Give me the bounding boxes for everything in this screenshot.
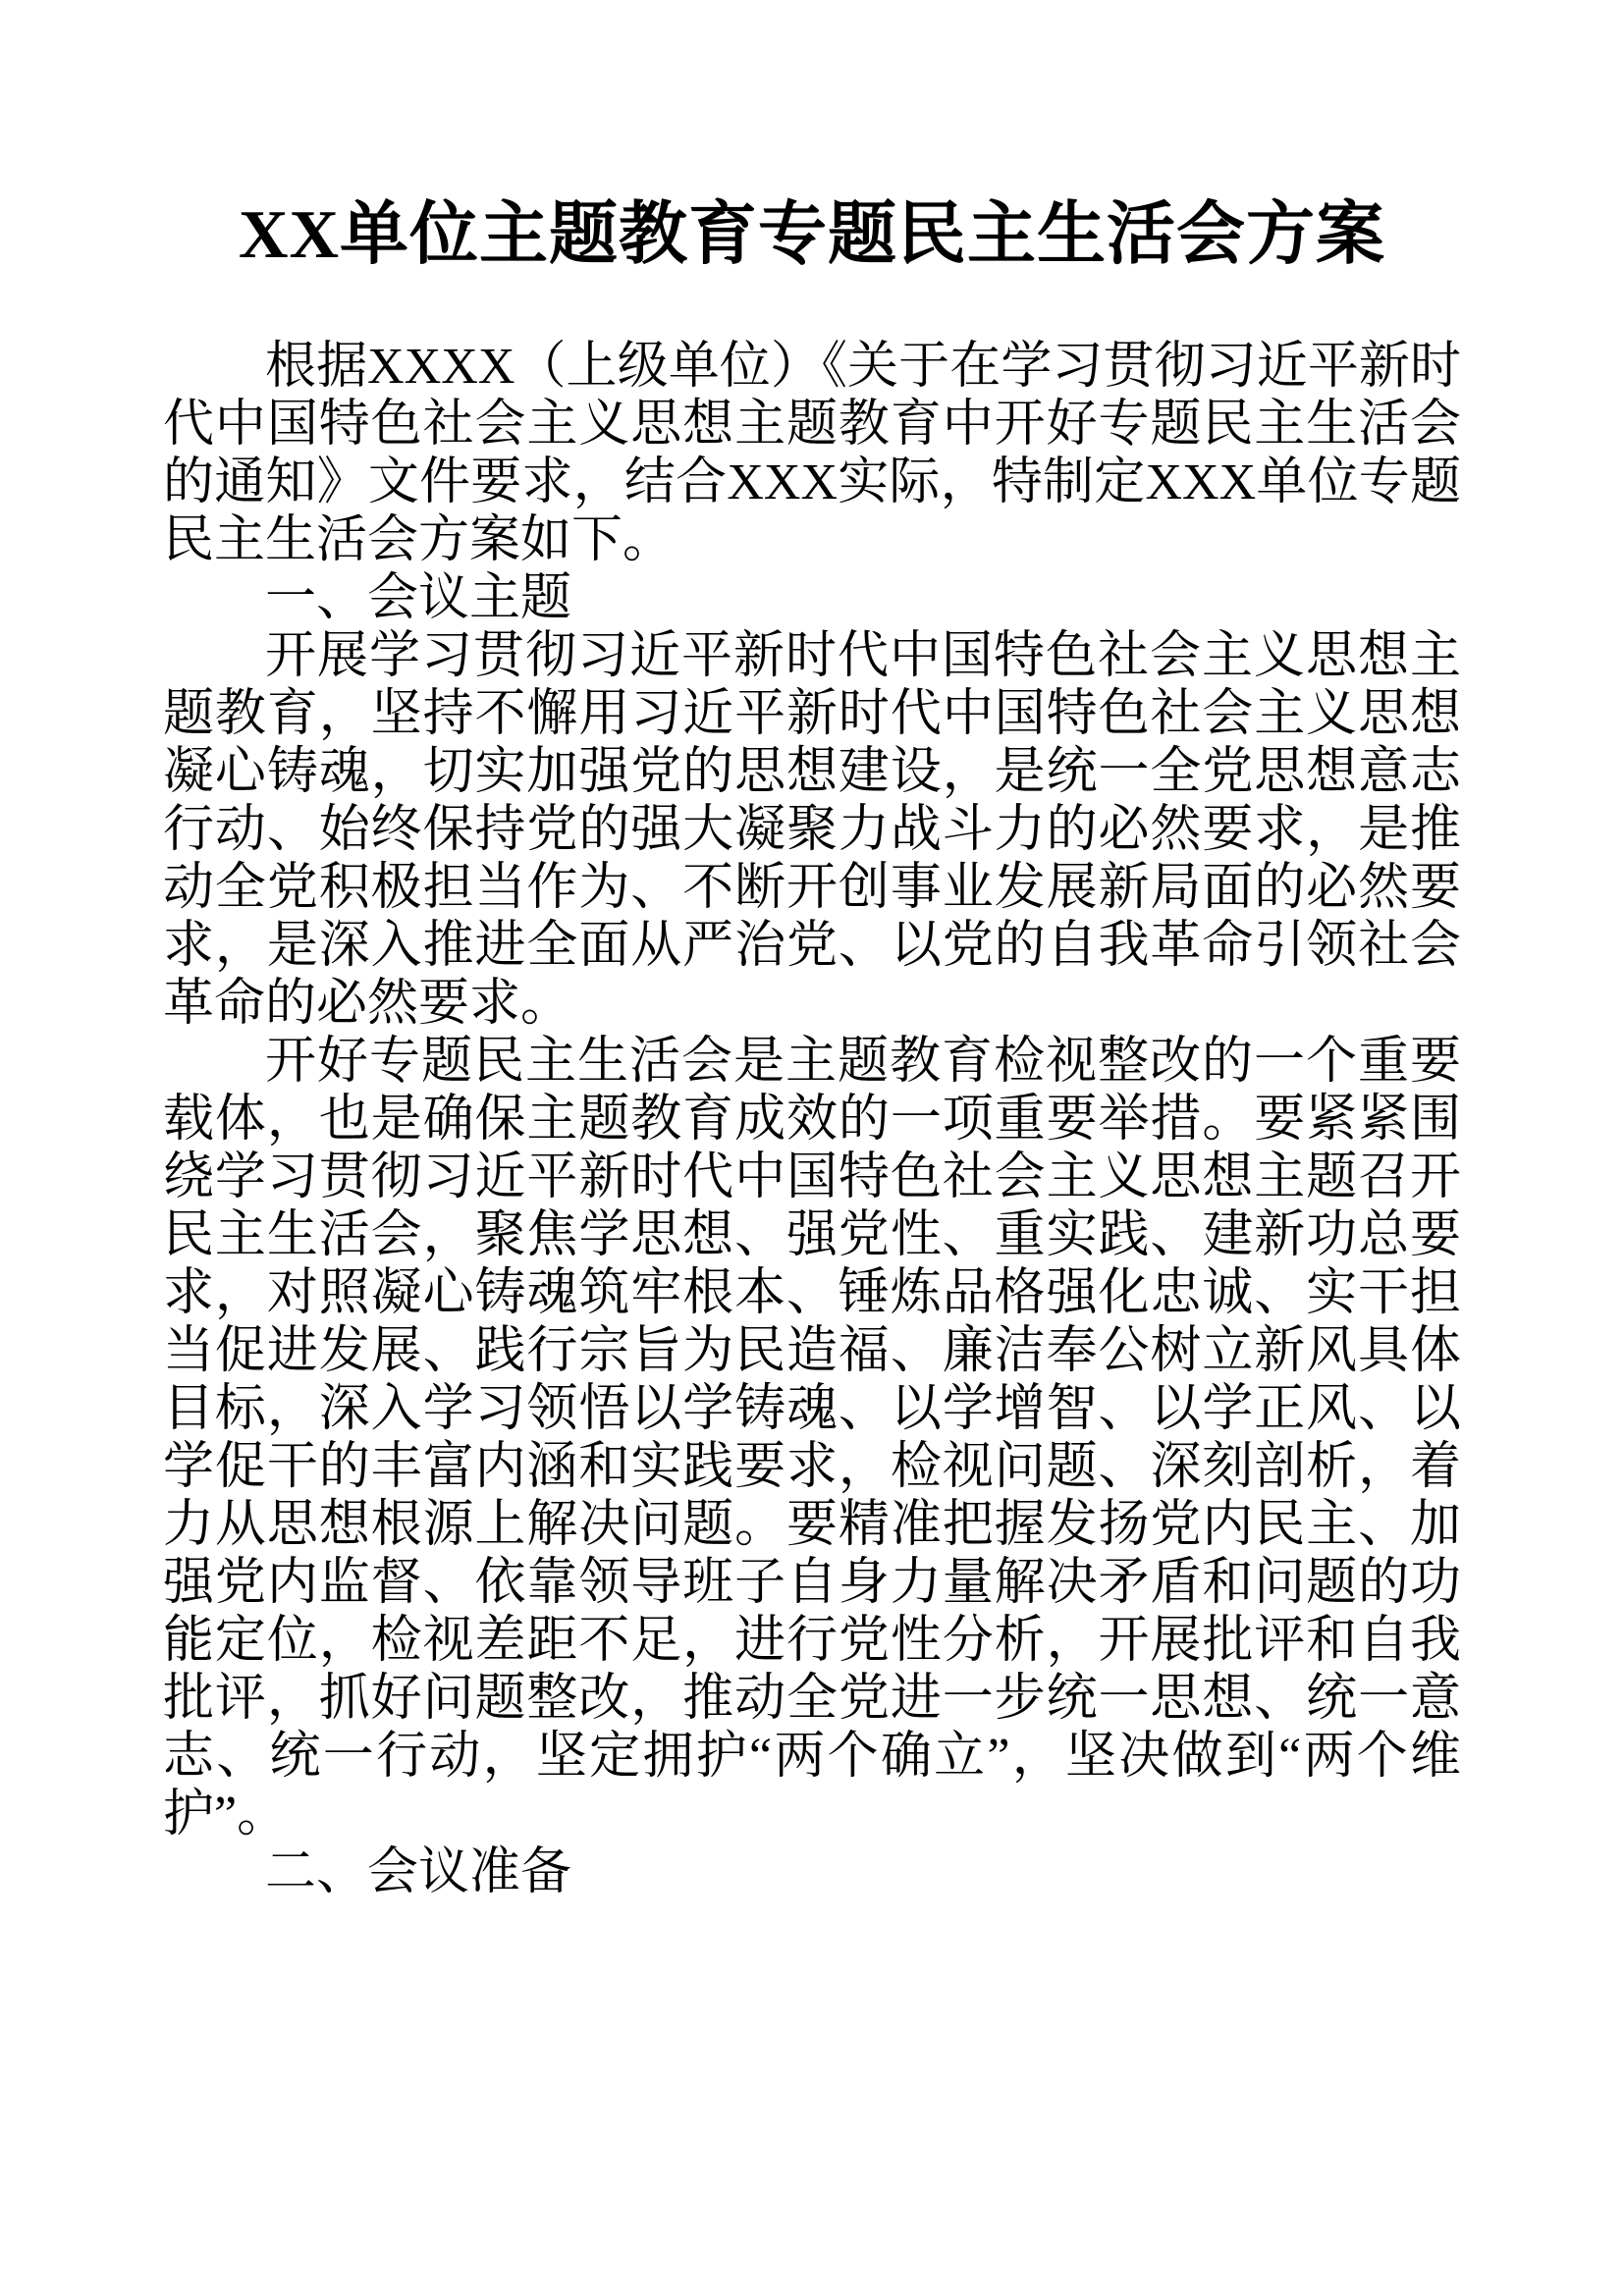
document-title: XX单位主题教育专题民主生活会方案 xyxy=(238,197,1386,273)
section-heading-1: 一、会议主题 xyxy=(265,569,572,626)
paragraph-intro: 根据XXXX（上级单位）《关于在学习贯彻习近平新时代中国特色社会主义思想主题教育中开好专题民主生活会的通知》文件要求，结合XXX实际，特制定XXX单位专题民主生活会方案如下。 xyxy=(163,338,1461,568)
section-heading-2: 二、会议准备 xyxy=(265,1843,572,1900)
paragraph-theme-1: 开展学习贯彻习近平新时代中国特色社会主义思想主题教育，坚持不懈用习近平新时代中国特色社会主义思想凝心铸魂，切实加强党的思想建设，是统一全党思想意志行动、始终保持党的强大凝聚力战斗力的必然要求，是推动全党积极担当作为、不断开创事业发展新局面的必然要求，是深入推进全面从严治党、以党的自我革命引领社会革命的必然要求。 xyxy=(163,627,1461,1032)
paragraph-theme-2: 开好专题民主生活会是主题教育检视整改的一个重要载体，也是确保主题教育成效的一项重要举措。要紧紧围绕学习贯彻习近平新时代中国特色社会主义思想主题召开民主生活会，聚焦学思想、强党性、重实践、建新功总要求，对照凝心铸魂筑牢根本、锤炼品格强化忠诚、实干担当促进发展、践行宗旨为民造福、廉洁奉公树立新风具体目标，深入学习领悟以学铸魂、以学增智、以学正风、以学促干的丰富内涵和实践要求，检视问题、深刻剖析，着力从思想根源上解决问题。要精准把握发扬党内民主、加强党内监督、依靠领导班子自身力量解决矛盾和问题的功能定位，检视差距不足，进行党性分析，开展批评和自我批评，抓好问题整改，推动全党进一步统一思想、统一意志、统一行动，坚定拥护“两个确立”，坚决做到“两个维护”。 xyxy=(163,1033,1461,1842)
